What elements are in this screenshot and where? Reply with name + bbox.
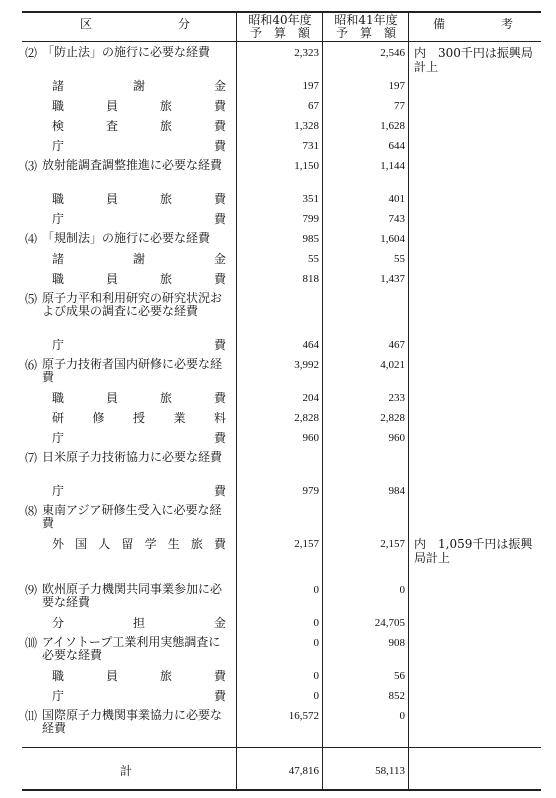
fy41-value: 960 <box>388 432 405 444</box>
sub-item-char: 員 <box>105 272 118 286</box>
column-divider-category <box>236 11 237 791</box>
sub-item-char: 国 <box>75 537 88 551</box>
sub-item-char: 員 <box>105 669 118 683</box>
fy40-value: 464 <box>302 339 319 351</box>
sub-item-char: 謝 <box>132 79 145 93</box>
fy40-value: 2,157 <box>294 538 319 550</box>
sub-item-label <box>52 212 226 226</box>
header-fy41-year: 昭和41年度 <box>334 13 398 27</box>
fy40-value: 0 <box>313 617 319 629</box>
sub-item-char: 費 <box>213 484 226 498</box>
sub-item-char: 旅 <box>159 99 172 113</box>
sub-item-label <box>52 689 226 703</box>
fy41-value: 852 <box>388 690 405 702</box>
total-label: 計 <box>120 764 133 778</box>
fy41-value: 984 <box>388 485 405 497</box>
column-divider-fy40 <box>322 11 323 791</box>
sub-item-char: 旅 <box>159 669 172 683</box>
item-number: ⑸ <box>25 292 38 306</box>
sub-item-char: 業 <box>173 411 186 425</box>
sub-item-char: 検 <box>52 119 65 133</box>
fy40-value: 3,992 <box>294 359 319 371</box>
header-bottom-rule <box>22 41 541 42</box>
header-remarks-right: 考 <box>501 17 514 31</box>
sub-item-char: 費 <box>213 212 226 226</box>
sub-item-label <box>52 669 226 683</box>
sub-item-char: 金 <box>213 79 226 93</box>
item-number: ⑽ <box>25 636 38 650</box>
column-divider-fy41 <box>408 11 409 791</box>
fy41-value: 24,705 <box>374 617 405 629</box>
fy40-value: 1,328 <box>294 120 319 132</box>
sub-item-char: 生 <box>167 537 180 551</box>
fy41-value: 2,546 <box>380 47 405 59</box>
header-fy40-amount: 予 算 額 <box>249 26 310 40</box>
fy40-value: 351 <box>302 193 319 205</box>
sub-item-char: 費 <box>213 537 226 551</box>
fy41-value: 55 <box>394 253 405 265</box>
sub-item-char: 旅 <box>159 119 172 133</box>
sub-item-label <box>52 411 226 425</box>
sub-item-char: 費 <box>213 139 226 153</box>
sub-item-char: 人 <box>98 537 111 551</box>
fy41-value: 401 <box>388 193 405 205</box>
item-number: ⑵ <box>25 46 38 60</box>
sub-item-char: 旅 <box>190 537 203 551</box>
total-separator-rule <box>22 747 541 748</box>
sub-item-char: 庁 <box>52 689 65 703</box>
fy41-value: 0 <box>399 584 405 596</box>
sub-item-label <box>52 79 226 93</box>
sub-item-char: 庁 <box>52 484 65 498</box>
sub-item-char: 費 <box>213 338 226 352</box>
sub-item-char: 分 <box>52 616 65 630</box>
fy40-value: 1,150 <box>294 160 319 172</box>
fy41-value: 1,437 <box>380 273 405 285</box>
sub-item-label <box>52 484 226 498</box>
item-label: 欧州原子力機関共同事業参加に必要な経費 <box>42 582 223 609</box>
sub-item-char: 料 <box>213 411 226 425</box>
fy41-value: 4,021 <box>380 359 405 371</box>
header-fy40-year: 昭和40年度 <box>248 13 312 27</box>
item-label: 原子力技術者国内研修に必要な経費 <box>42 357 223 384</box>
sub-item-char: 費 <box>213 431 226 445</box>
fy40-value: 67 <box>308 100 319 112</box>
fy40-value: 197 <box>302 80 319 92</box>
item-number: ⑻ <box>25 504 38 518</box>
remarks-note: 内 1,059千円は振興局計上 <box>414 537 533 565</box>
sub-item-char: 授 <box>132 411 145 425</box>
sub-item-char: 謝 <box>132 252 145 266</box>
fy41-value: 2,157 <box>380 538 405 550</box>
header-category-right: 分 <box>178 17 191 31</box>
sub-item-char: 費 <box>213 689 226 703</box>
sub-item-char: 職 <box>52 99 65 113</box>
item-number: ⑷ <box>25 232 38 246</box>
fy40-value: 2,323 <box>294 47 319 59</box>
remarks-note: 内 300千円は振興局計上 <box>414 46 533 74</box>
item-number: ⑼ <box>25 583 38 597</box>
sub-item-char: 庁 <box>52 139 65 153</box>
fy41-value: 1,628 <box>380 120 405 132</box>
item-number: ⑾ <box>25 709 38 723</box>
sub-item-char: 職 <box>52 669 65 683</box>
total-fy41-value: 58,113 <box>375 765 405 777</box>
sub-item-char: 庁 <box>52 212 65 226</box>
sub-item-char: 諸 <box>52 79 65 93</box>
item-number: ⑺ <box>25 451 38 465</box>
item-number: ⑹ <box>25 358 38 372</box>
fy40-value: 818 <box>302 273 319 285</box>
sub-item-char: 金 <box>213 252 226 266</box>
fy40-value: 2,828 <box>294 412 319 424</box>
fy41-value: 197 <box>388 80 405 92</box>
sub-item-label <box>52 139 226 153</box>
fy41-value: 77 <box>394 100 405 112</box>
fy40-value: 55 <box>308 253 319 265</box>
sub-item-char: 外 <box>52 537 65 551</box>
sub-item-char: 費 <box>213 272 226 286</box>
header-category-left: 区 <box>80 17 93 31</box>
item-label: アイソトープ工業利用実態調査に必要な経費 <box>42 635 221 662</box>
sub-item-char: 庁 <box>52 338 65 352</box>
fy41-value: 1,144 <box>380 160 405 172</box>
item-label: 国際原子力機関事業協力に必要な経費 <box>42 708 223 735</box>
total-fy40-value: 47,816 <box>288 765 319 777</box>
fy41-value: 233 <box>388 392 405 404</box>
sub-item-label <box>52 431 226 445</box>
fy40-value: 799 <box>302 213 319 225</box>
fy40-value: 0 <box>313 690 319 702</box>
fy40-value: 979 <box>302 485 319 497</box>
item-label: 原子力平和利用研究の研究状況および成果の調査に必要な経費 <box>42 291 223 318</box>
item-number: ⑶ <box>25 159 38 173</box>
fy40-value: 0 <box>313 637 319 649</box>
fy40-value: 16,572 <box>288 710 319 722</box>
sub-item-char: 諸 <box>52 252 65 266</box>
sub-item-char: 費 <box>213 99 226 113</box>
table-bottom-rule <box>22 789 541 791</box>
fy41-value: 2,828 <box>380 412 405 424</box>
fy41-value: 56 <box>394 670 405 682</box>
item-label: 「規制法」の施行に必要な経費 <box>42 231 211 245</box>
fy41-value: 467 <box>388 339 405 351</box>
sub-item-label <box>52 391 226 405</box>
sub-item-label <box>52 119 226 133</box>
sub-item-char: 職 <box>52 192 65 206</box>
sub-item-char: 修 <box>92 411 105 425</box>
sub-item-char: 金 <box>213 616 226 630</box>
sub-item-label <box>52 338 226 352</box>
fy40-value: 204 <box>302 392 319 404</box>
item-label: 放射能調査調整推進に必要な経費 <box>42 158 223 172</box>
header-remarks-left: 備 <box>433 17 446 31</box>
fy41-value: 0 <box>399 710 405 722</box>
sub-item-label <box>52 537 226 551</box>
fy41-value: 644 <box>388 140 405 152</box>
sub-item-char: 員 <box>105 192 118 206</box>
sub-item-char: 費 <box>213 391 226 405</box>
sub-item-char: 留 <box>121 537 134 551</box>
sub-item-char: 員 <box>105 99 118 113</box>
fy41-value: 908 <box>388 637 405 649</box>
fy40-value: 731 <box>302 140 319 152</box>
sub-item-char: 職 <box>52 391 65 405</box>
fy40-value: 0 <box>313 670 319 682</box>
sub-item-label <box>52 272 226 286</box>
fy41-value: 1,604 <box>380 233 405 245</box>
sub-item-char: 庁 <box>52 431 65 445</box>
sub-item-char: 費 <box>213 119 226 133</box>
fy40-value: 985 <box>302 233 319 245</box>
item-label: 日米原子力技術協力に必要な経費 <box>42 450 223 464</box>
item-label: 「防止法」の施行に必要な経費 <box>42 45 211 59</box>
fy40-value: 960 <box>302 432 319 444</box>
sub-item-char: 研 <box>52 411 65 425</box>
sub-item-label <box>52 192 226 206</box>
fy41-value: 743 <box>388 213 405 225</box>
sub-item-char: 査 <box>105 119 118 133</box>
sub-item-char: 員 <box>105 391 118 405</box>
sub-item-char: 学 <box>144 537 157 551</box>
sub-item-label <box>52 616 226 630</box>
header-fy41-amount: 予 算 額 <box>335 26 396 40</box>
fy40-value: 0 <box>313 584 319 596</box>
item-label: 東南アジア研修生受入に必要な経費 <box>42 503 222 530</box>
sub-item-label <box>52 99 226 113</box>
sub-item-char: 旅 <box>159 391 172 405</box>
sub-item-char: 職 <box>52 272 65 286</box>
sub-item-label <box>52 252 226 266</box>
sub-item-char: 担 <box>132 616 145 630</box>
sub-item-char: 費 <box>213 669 226 683</box>
sub-item-char: 旅 <box>159 192 172 206</box>
sub-item-char: 費 <box>213 192 226 206</box>
sub-item-char: 旅 <box>159 272 172 286</box>
